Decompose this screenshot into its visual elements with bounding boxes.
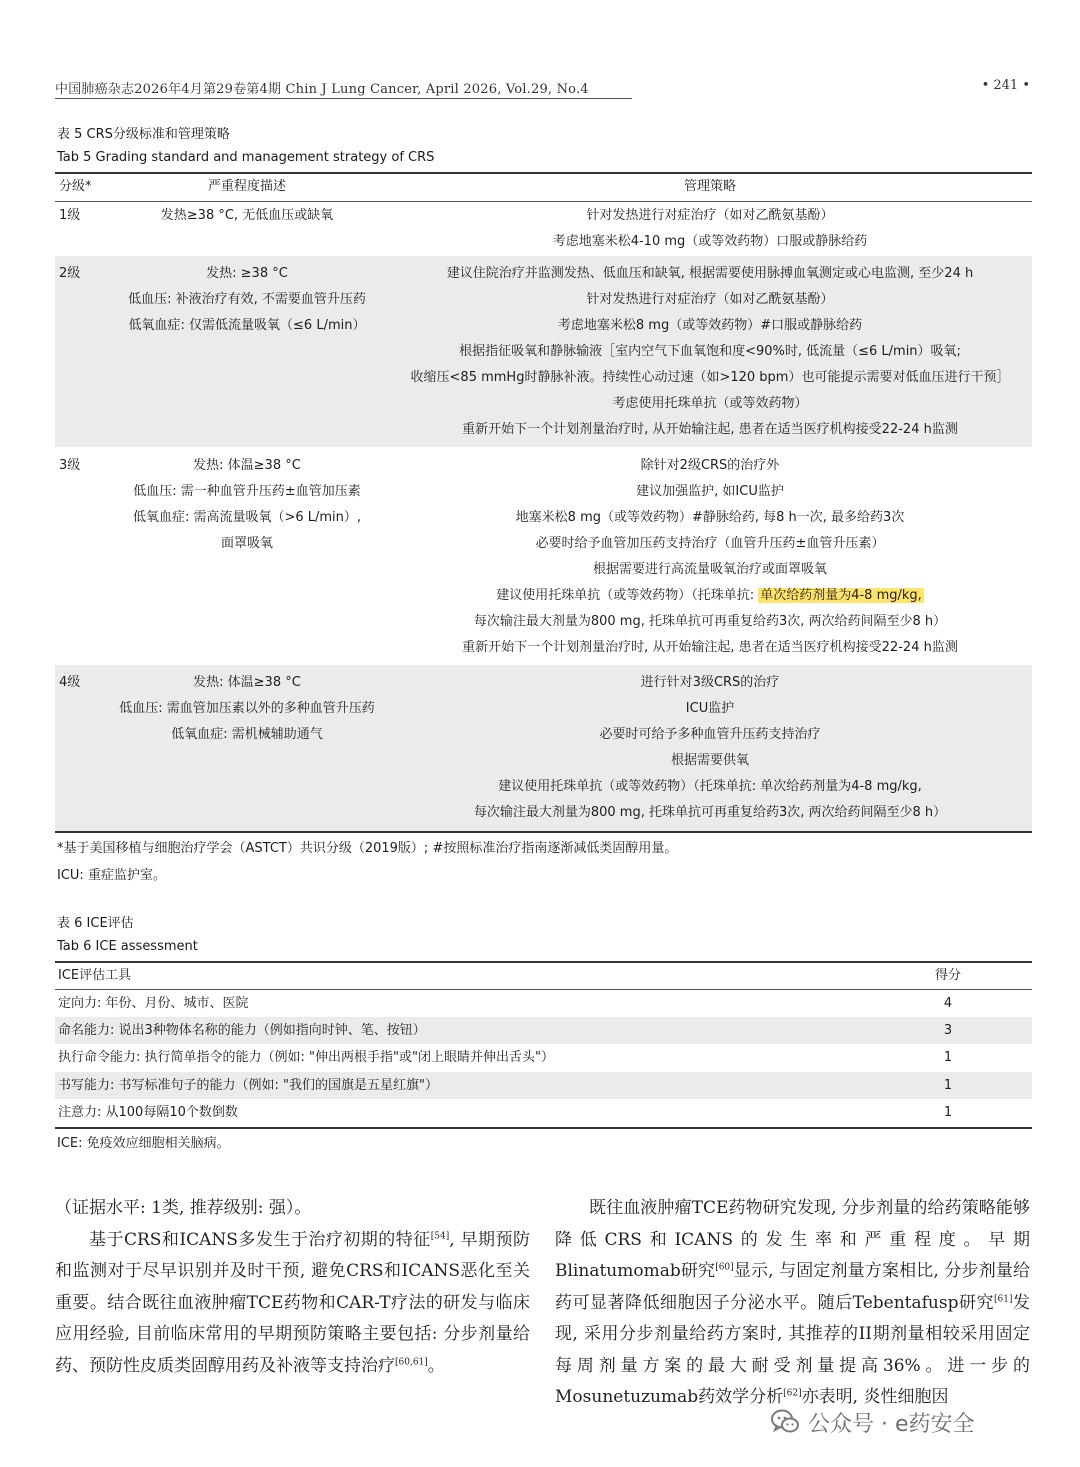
mgmt-line: 重新开始下一个计划剂量治疗时, 从开始输注起, 患者在适当医疗机构接受22-24 h监测 <box>462 640 958 655</box>
table6-caption-en: Tab 6 ICE assessment <box>57 939 198 954</box>
mgmt-line: 地塞米松8 mg（或等效药物）#静脉给药, 每8 h一次, 最多给药3次 <box>515 510 905 525</box>
table5-footnote: ICU: 重症监护室。 <box>57 868 166 883</box>
desc-cell <box>97 453 397 557</box>
grade-cell: 3级 <box>59 458 81 473</box>
table6-header-score: 得分 <box>934 968 961 983</box>
table6-caption-cn: 表 6 ICE评估 <box>57 916 134 931</box>
body-paragraph <box>555 1193 1030 1414</box>
desc-cell <box>97 261 397 339</box>
body-text: 既往血液肿瘤TCE药物研究发现, 分步剂量的给药策略能够降低CRS和ICANS的发生率和严重程度。早期Blinatumomab研究 <box>555 1198 1030 1281</box>
page-number: • 241 • <box>981 78 1030 93</box>
desc-line: 面罩吸氧 <box>220 536 273 551</box>
desc-line: 低氧血症: 仅需低流量吸氧（≤6 L/min） <box>128 318 366 333</box>
table6-bottom-rule <box>55 1127 1032 1129</box>
mgmt-line: 每次输注最大剂量为800 mg, 托珠单抗可再重复给药3次, 两次给药间隔至少8 h） <box>473 805 947 820</box>
score-cell: 1 <box>943 1105 953 1120</box>
desc-line: 低氧血症: 需高流量吸氧（>6 L/min）, <box>132 510 362 525</box>
mgmt-line: 考虑使用托珠单抗（或等效药物） <box>612 396 808 411</box>
score-cell: 1 <box>943 1078 953 1093</box>
table5 <box>55 172 1032 834</box>
table6-top-rule <box>55 961 1032 963</box>
running-header <box>55 78 1030 100</box>
mgmt-line: 必要时可给予多种血管升压药支持治疗 <box>599 727 821 742</box>
desc-line: 低血压: 需一种血管升压药±血管加压素 <box>133 484 361 499</box>
desc-line: 低血压: 需血管加压素以外的多种血管升压药 <box>119 701 375 716</box>
evidence-level-text: （证据水平: 1类, 推荐级别: 强）。 <box>55 1198 312 1218</box>
table5-header-desc: 严重程度描述 <box>207 179 286 194</box>
desc-line: 发热: 体温≥38 °C <box>193 458 301 473</box>
body-column-right <box>555 1193 1030 1414</box>
mgmt-line: 每次输注最大剂量为800 mg, 托珠单抗可再重复给药3次, 两次给药间隔至少8 h） <box>473 614 947 629</box>
desc-line: 低血压: 补液治疗有效, 不需要血管升压药 <box>128 292 366 307</box>
table5-bottom-rule <box>55 831 1032 833</box>
watermark-text: 公众号 · e药安全 <box>808 1411 975 1437</box>
tool-cell: 定向力: 年份、月份、城市、医院 <box>58 996 249 1011</box>
score-cell: 3 <box>943 1023 953 1038</box>
desc-line: 发热: 体温≥38 °C <box>193 675 301 690</box>
tool-cell: 命名能力: 说出3种物体名称的能力（例如指向时钟、笔、按钮） <box>58 1023 426 1038</box>
mgmt-line <box>385 583 1035 609</box>
grade-cell: 1级 <box>59 208 81 223</box>
watermark <box>770 1405 975 1439</box>
mgmt-line: 针对发热进行对症治疗（如对乙酰氨基酚） <box>586 292 834 307</box>
mgmt-line: 根据需要供氧 <box>670 753 749 768</box>
mgmt-line: 针对发热进行对症治疗（如对乙酰氨基酚） <box>586 208 834 223</box>
citation-ref: [61] <box>994 1293 1013 1304</box>
body-text: 。 <box>427 1355 445 1376</box>
body-text: , 早期预防和监测对于尽早识别并及时干预, 避免CRS和ICANS恶化至关重要。结合既往血液肿瘤TCE药物和CAR-T疗法的研发与临床应用经验, 目前临床常用的早期预防策略主要包括: 分步剂量给药、预防性皮质类固醇用药及补液等支持治疗 <box>55 1229 530 1376</box>
table5-header-mgmt: 管理策略 <box>683 179 736 194</box>
mgmt-cell <box>385 203 1035 255</box>
citation-ref: [60,61] <box>395 1356 428 1367</box>
mgmt-line: ICU监护 <box>685 701 735 716</box>
mgmt-line-text: 建议使用托珠单抗（或等效药物）（托珠单抗: <box>496 588 759 603</box>
tool-cell: 执行命令能力: 执行简单指令的能力（例如: "伸出两根手指"或"闭上眼睛并伸出舌头"） <box>58 1050 554 1065</box>
table5-footnote: *基于美国移植与细胞治疗学会（ASTCT）共识分级（2019版）; #按照标准治疗指南逐渐减低类固醇用量。 <box>57 841 678 856</box>
mgmt-cell <box>385 453 1035 661</box>
highlighted-dose: 单次给药剂量为4-8 mg/kg, <box>760 588 922 603</box>
mgmt-line: 建议加强监护, 如ICU监护 <box>636 484 784 499</box>
table5-header-rule <box>55 201 1032 202</box>
grade-cell: 4级 <box>59 675 81 690</box>
grade-cell: 2级 <box>59 266 81 281</box>
wechat-icon <box>770 1407 800 1437</box>
mgmt-line: 必要时给予血管加压药支持治疗（血管升压药±血管升压素） <box>535 536 885 551</box>
score-cell: 1 <box>943 1050 953 1065</box>
mgmt-line: 建议住院治疗并监测发热、低血压和缺氧, 根据需要使用脉搏血氧测定或心电监测, 至少24 h <box>446 266 974 281</box>
mgmt-cell <box>385 261 1035 443</box>
citation-ref: [60] <box>715 1262 734 1273</box>
score-cell: 4 <box>943 996 953 1011</box>
citation-ref: [62] <box>783 1388 802 1399</box>
body-text: 显示, 与固定剂量方案相比, 分步剂量给药可显著降低细胞因子分泌水平。随后Tebentafusp研究 <box>555 1261 1030 1313</box>
mgmt-line: 根据指征吸氧和静脉输液［室内空气下血氧饱和度<90%时, 低流量（≤6 L/min）吸氧; <box>459 344 961 359</box>
desc-line: 低氧血症: 需机械辅助通气 <box>171 727 323 742</box>
table5-caption-cn: 表 5 CRS分级标准和管理策略 <box>57 127 230 142</box>
table6 <box>55 961 1032 1131</box>
body-text: 基于CRS和ICANS多发生于治疗初期的特征 <box>89 1229 431 1250</box>
journal-info: 中国肺癌杂志2026年4月第29卷第4期 Chin J Lung Cancer, April 2026, Vol.29, No.4 <box>55 82 589 97</box>
mgmt-cell <box>385 670 1035 826</box>
table5-header-grade: 分级* <box>59 179 92 194</box>
table5-caption-en: Tab 5 Grading standard and management strategy of CRS <box>57 150 435 165</box>
mgmt-line: 建议使用托珠单抗（或等效药物）（托珠单抗: 单次给药剂量为4-8 mg/kg, <box>498 779 922 794</box>
table6-footnote: ICE: 免疫效应细胞相关脑病。 <box>57 1136 230 1151</box>
body-text: 亦表明, 炎性细胞因 <box>801 1387 949 1407</box>
tool-cell: 书写能力: 书写标准句子的能力（例如: "我们的国旗是五星红旗"） <box>58 1078 438 1093</box>
table6-header-tool: ICE评估工具 <box>58 968 132 983</box>
table6-header-rule <box>55 989 1032 990</box>
desc-cell <box>97 670 397 748</box>
mgmt-line: 考虑地塞米松4-10 mg（或等效药物）口服或静脉给药 <box>552 234 868 249</box>
desc-line: 发热: ≥38 °C <box>206 266 288 281</box>
body-column-left <box>55 1193 530 1382</box>
header-rule <box>55 98 632 99</box>
mgmt-line: 考虑地塞米松8 mg（或等效药物）#口服或静脉给药 <box>557 318 863 333</box>
tool-cell: 注意力: 从100每隔10个数倒数 <box>58 1105 238 1120</box>
body-text: 发现, 采用分步剂量给药方案时, 其推荐的II期剂量相较采用固定每周剂量方案的最大耐受剂量提高36%。进一步的Mosunetuzumab药效学分析 <box>555 1292 1030 1407</box>
body-paragraph <box>55 1225 530 1383</box>
mgmt-line: 重新开始下一个计划剂量治疗时, 从开始输注起, 患者在适当医疗机构接受22-24 h监测 <box>462 422 958 437</box>
mgmt-line: 除针对2级CRS的治疗外 <box>640 458 780 473</box>
mgmt-line: 收缩压<85 mmHg时静脉补液。持续性心动过速（如>120 bpm）也可能提示需要对低血压进行干预］ <box>410 370 1010 385</box>
desc-line: 发热≥38 °C, 无低血压或缺氧 <box>160 208 334 223</box>
mgmt-line: 进行针对3级CRS的治疗 <box>640 675 780 690</box>
desc-cell <box>97 203 397 229</box>
citation-ref: [54] <box>430 1230 450 1241</box>
mgmt-line: 根据需要进行高流量吸氧治疗或面罩吸氧 <box>592 562 827 577</box>
